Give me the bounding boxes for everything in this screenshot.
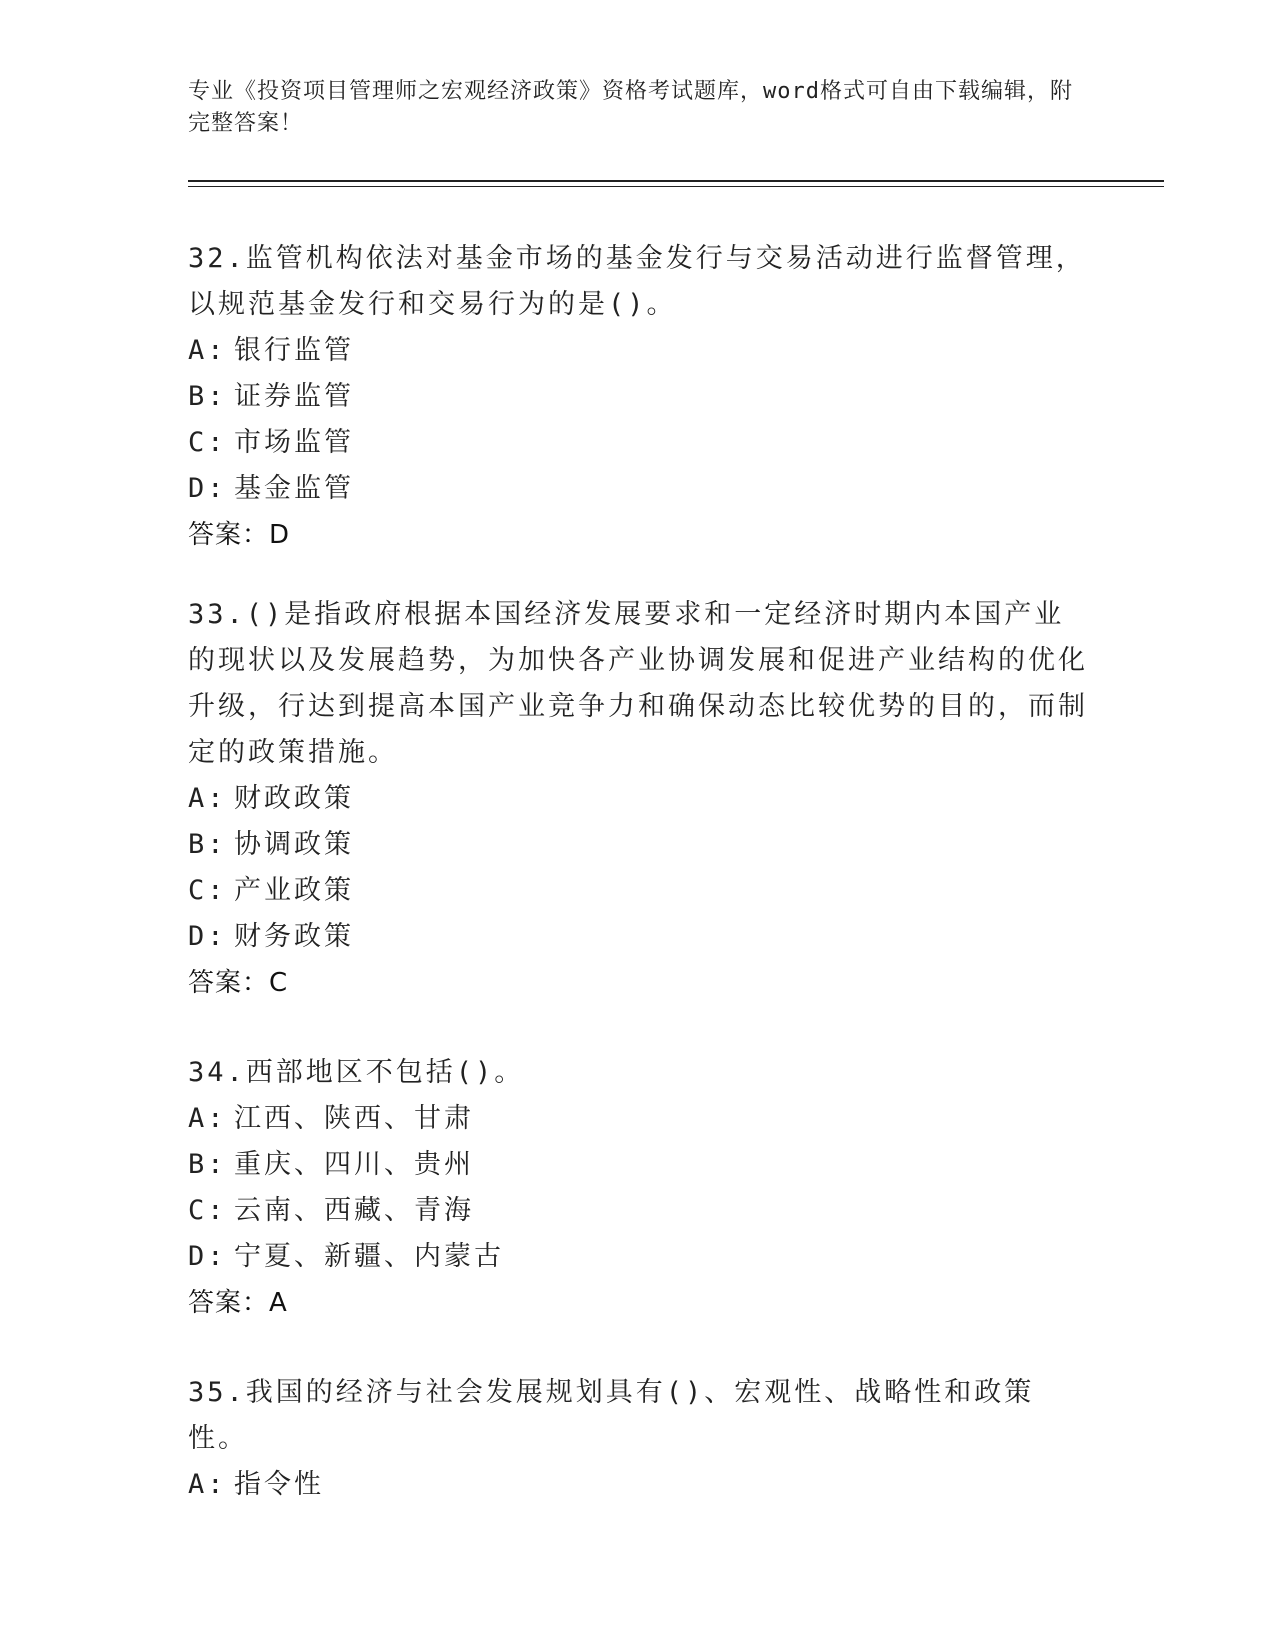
- option-a: [188, 776, 1088, 822]
- question-stem: 34.西部地区不包括()。: [188, 1057, 525, 1088]
- option-letter: B:: [188, 1149, 227, 1180]
- header-text: 专业《投资项目管理师之宏观经济政策》资格考试题库，word格式可自由下载编辑，附完整答案！: [188, 79, 1073, 136]
- option-text: 基金监管: [234, 473, 354, 504]
- option-letter: A:: [188, 1469, 227, 1500]
- option-text: 财政政策: [234, 783, 354, 814]
- option-c: [188, 420, 1088, 466]
- option-text: 协调政策: [234, 829, 354, 860]
- header-divider-thin: [188, 186, 1164, 187]
- option-text: 产业政策: [234, 875, 354, 906]
- option-letter: A:: [188, 783, 227, 814]
- question-35: [188, 1370, 1088, 1508]
- option-text: 证券监管: [234, 381, 354, 412]
- option-letter: C:: [188, 1195, 227, 1226]
- question-34: [188, 1050, 1088, 1326]
- option-list: [188, 1096, 1088, 1280]
- option-letter: D:: [188, 473, 227, 504]
- option-letter: D:: [188, 921, 227, 952]
- option-text: 市场监管: [234, 427, 354, 458]
- option-letter: A:: [188, 1103, 227, 1134]
- option-text: 宁夏、新疆、内蒙古: [234, 1241, 504, 1272]
- option-list: [188, 328, 1088, 512]
- answer-line: 答案：A: [188, 1288, 288, 1318]
- option-a: [188, 328, 1088, 374]
- answer-line: 答案：D: [188, 520, 291, 550]
- header-divider-thick: [188, 180, 1164, 182]
- option-d: [188, 466, 1088, 512]
- document-header: [188, 76, 1078, 140]
- question-list: [188, 236, 1088, 1542]
- option-text: 江西、陕西、甘肃: [234, 1103, 474, 1134]
- option-letter: C:: [188, 427, 227, 458]
- option-letter: C:: [188, 875, 227, 906]
- question-33: [188, 592, 1088, 1006]
- question-stem: 33.()是指政府根据本国经济发展要求和一定经济时期内本国产业的现状以及发展趋势，为加快各产业协调发展和促进产业结构的优化升级，行达到提高本国产业竞争力和确保动态比较优势的目的，而制定的政策措施。: [188, 599, 1088, 768]
- option-text: 指令性: [234, 1469, 324, 1500]
- option-b: [188, 374, 1088, 420]
- option-a: [188, 1462, 1088, 1508]
- option-list: [188, 776, 1088, 960]
- option-letter: B:: [188, 829, 227, 860]
- question-stem: 32.监管机构依法对基金市场的基金发行与交易活动进行监督管理，以规范基金发行和交易行为的是()。: [188, 243, 1086, 320]
- option-d: [188, 1234, 1088, 1280]
- option-list: [188, 1462, 1088, 1508]
- option-c: [188, 1188, 1088, 1234]
- option-letter: A:: [188, 335, 227, 366]
- option-letter: B:: [188, 381, 227, 412]
- option-d: [188, 914, 1088, 960]
- option-b: [188, 822, 1088, 868]
- question-stem: 35.我国的经济与社会发展规划具有()、宏观性、战略性和政策性。: [188, 1377, 1035, 1454]
- option-text: 财务政策: [234, 921, 354, 952]
- option-c: [188, 868, 1088, 914]
- option-a: [188, 1096, 1088, 1142]
- option-b: [188, 1142, 1088, 1188]
- answer-line: 答案：C: [188, 968, 289, 998]
- question-32: [188, 236, 1088, 558]
- option-letter: D:: [188, 1241, 227, 1272]
- option-text: 银行监管: [234, 335, 354, 366]
- option-text: 云南、西藏、青海: [234, 1195, 474, 1226]
- option-text: 重庆、四川、贵州: [234, 1149, 474, 1180]
